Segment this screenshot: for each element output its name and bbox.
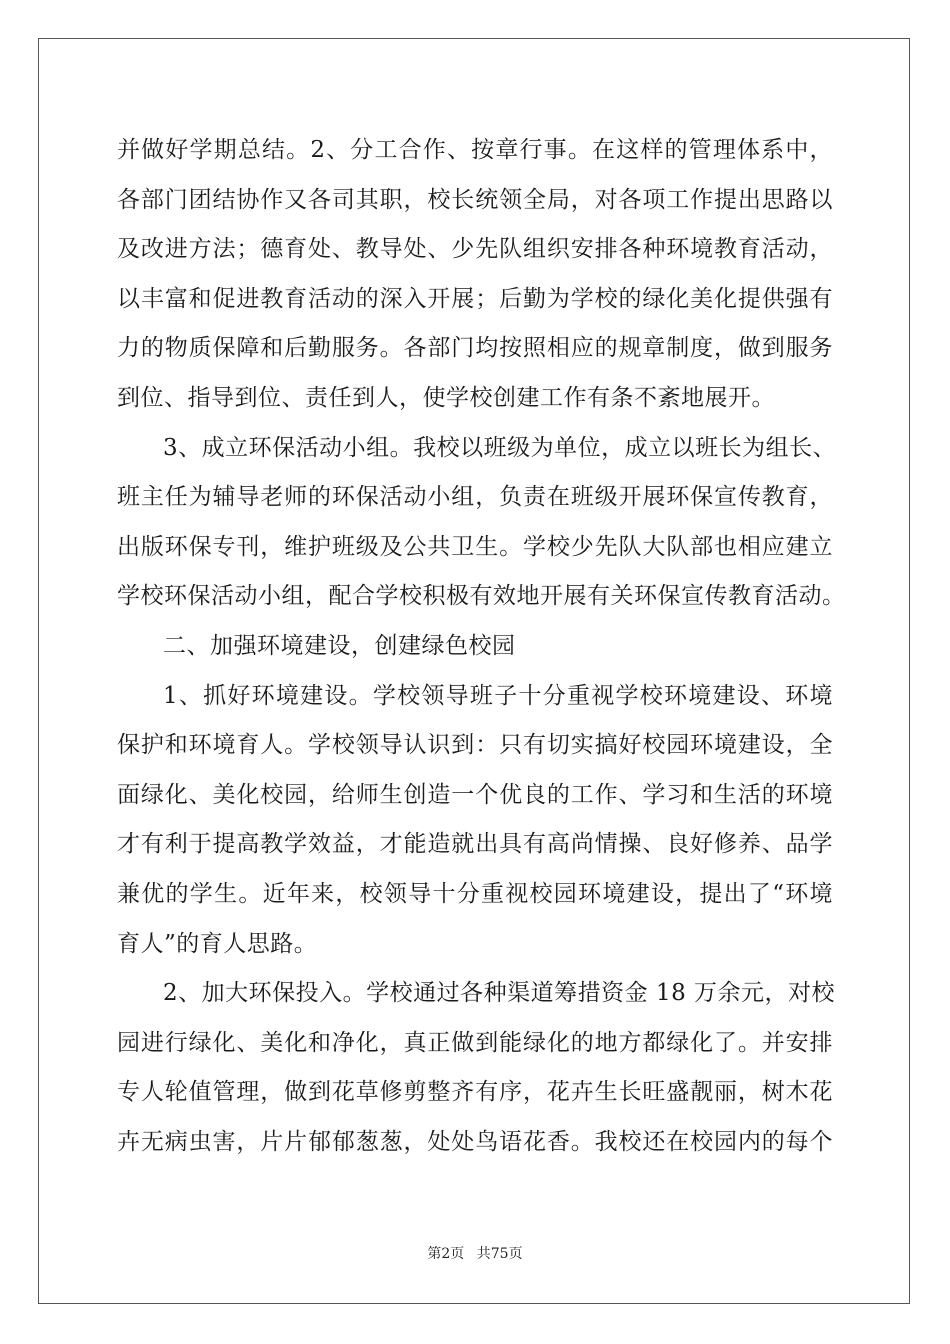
text-line: 到位、指导到位、责任到人，使学校创建工作有条不紊地展开。: [117, 384, 775, 411]
text-line: 学校环保活动小组，配合学校积极有效地开展有关环保宣传教育活动。: [117, 583, 846, 610]
text-line: 班主任为辅导老师的环保活动小组，负责在班级开展环保宣传教育，: [117, 484, 833, 511]
text-line: 保护和环境育人。学校领导认识到：只有切实搞好校园环境建设，全: [117, 732, 833, 759]
text-line: 卉无病虫害，片片郁郁葱葱，处处鸟语花香。我校还在校园内的每个: [117, 1128, 833, 1155]
text-line: 各部门团结协作又各司其职，校长统领全局，对各项工作提出思路以: [117, 186, 833, 213]
page-footer: [0, 1243, 950, 1263]
text-line: 3、成立环保活动小组。我校以班级为单位，成立以班长为组长、: [163, 434, 837, 461]
text-line: 以丰富和促进教育活动的深入开展；后勤为学校的绿化美化提供强有: [117, 285, 833, 312]
text-line: 专人轮值管理，做到花草修剪整齐有序，花卉生长旺盛靓丽，树木花: [117, 1079, 833, 1106]
text-line: 育人”的育人思路。: [117, 930, 318, 957]
text-line: 二、加强环境建设，创建绿色校园: [163, 632, 516, 659]
text-line: 出版环保专刊，维护班级及公共卫生。学校少先队大队部也相应建立: [117, 533, 833, 560]
text-line: 兼优的学生。近年来，校领导十分重视校园环境建设，提出了“环境: [117, 880, 833, 907]
text-line: 及改进方法；德育处、教导处、少先队组织安排各种环境教育活动，: [117, 236, 833, 263]
page-number: 第2页: [427, 1246, 465, 1262]
text-line: 面绿化、美化校园，给师生创造一个优良的工作、学习和生活的环境: [117, 781, 833, 808]
text-line: 园进行绿化、美化和净化，真正做到能绿化的地方都绿化了。并安排: [117, 1029, 833, 1056]
text-line: 2、加大环保投入。学校通过各种渠道筹措资金 18 万余元，对校: [163, 980, 836, 1007]
text-line: 力的物质保障和后勤服务。各部门均按照相应的规章制度，做到服务: [117, 335, 833, 362]
text-line: 并做好学期总结。2、分工合作、按章行事。在这样的管理体系中，: [117, 137, 833, 163]
document-body: [117, 126, 846, 1167]
text-line: 1、抓好环境建设。学校领导班子十分重视学校环境建设、环境: [163, 682, 833, 709]
text-line: 才有利于提高教学效益，才能造就出具有高尚情操、良好修养、品学: [117, 831, 833, 858]
total-pages: 共75页: [476, 1246, 523, 1262]
